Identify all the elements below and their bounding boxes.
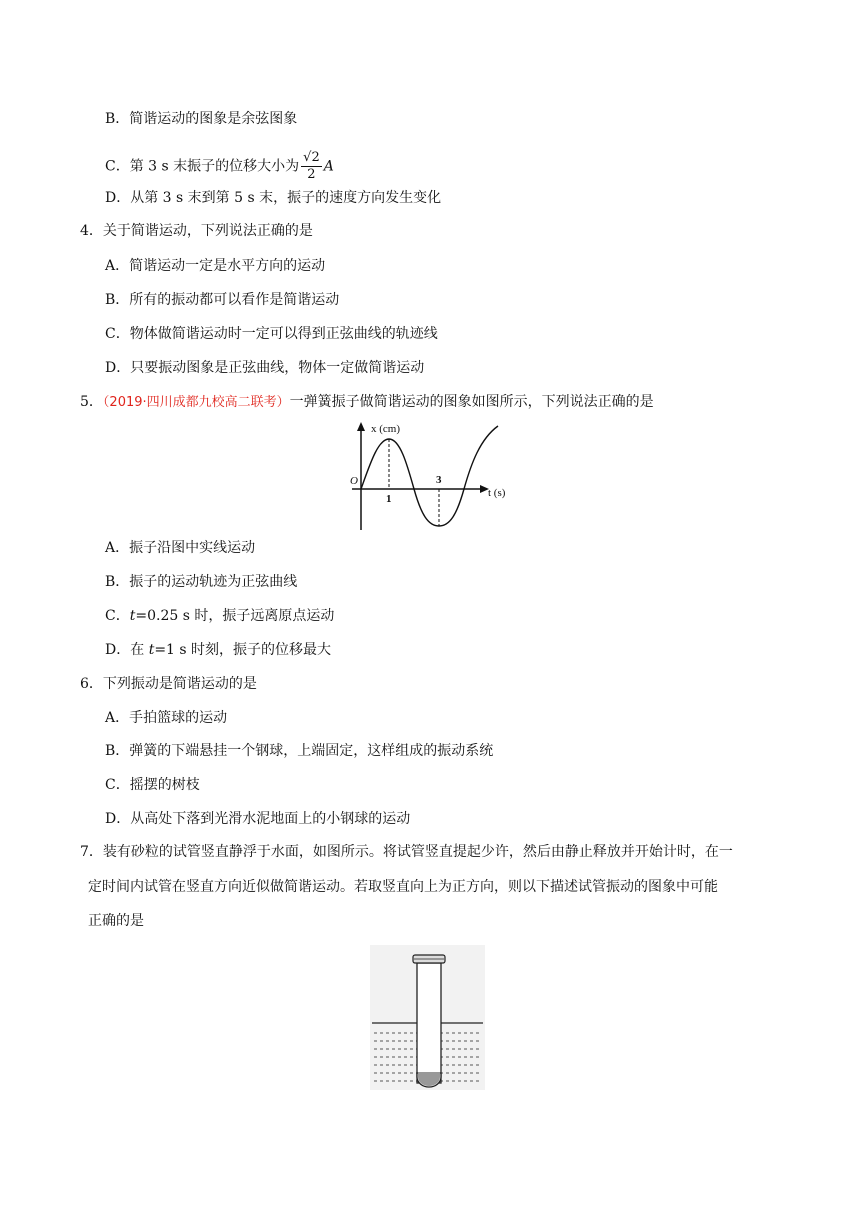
tick-label-3: 3	[436, 474, 442, 486]
q5-stem-text: 一弹簧振子做简谐运动的图象如图所示，下列说法正确的是	[289, 394, 654, 410]
q4-option-b: B．所有的振动都可以看作是简谐运动	[105, 292, 340, 308]
q3-option-c	[105, 150, 334, 183]
q5-option-c	[105, 607, 334, 625]
q5-option-a: A．振子沿图中实线运动	[105, 540, 256, 556]
q4-option-a: A．简谐运动一定是水平方向的运动	[105, 258, 326, 274]
tube-body	[417, 963, 441, 1083]
fraction-denominator: 2	[307, 167, 316, 182]
origin-label: O	[350, 475, 358, 487]
test-tube-figure	[370, 945, 485, 1090]
q5-option-c-letter: C．	[105, 608, 130, 624]
y-axis-arrow	[357, 422, 365, 431]
tick-label-1: 1	[386, 493, 392, 505]
q3-option-c-text: C．第 3 s 末振子的位移大小为	[105, 158, 300, 175]
q4-stem: 4．关于简谐运动，下列说法正确的是	[80, 223, 313, 239]
q5-option-b: B．振子的运动轨迹为正弦曲线	[105, 574, 298, 590]
t-axis-label: t (s)	[488, 487, 506, 499]
q5-option-d-text: =1 s 时刻，振子的位移最大	[154, 642, 332, 658]
y-axis-label: x (cm)	[371, 423, 401, 435]
time-variable: t	[148, 642, 155, 658]
fraction-numerator: √2	[303, 150, 320, 165]
q5-stem	[80, 393, 654, 412]
q5-number: 5．	[80, 394, 103, 410]
q5-option-c-text: =0.25 s 时，振子远离原点运动	[135, 608, 335, 624]
time-variable: t	[129, 608, 136, 624]
q4-option-d: D．只要振动图象是正弦曲线，物体一定做简谐运动	[105, 360, 425, 376]
q5-option-d-letter: D．在	[105, 642, 149, 658]
q6-option-c: C．摇摆的树枝	[105, 777, 200, 793]
q6-option-b: B．弹簧的下端悬挂一个钢球，上端固定，这样组成的振动系统	[105, 743, 494, 759]
q7-stem-line1: 7．装有砂粒的试管竖直静浮于水面，如图所示。将试管竖直提起少许，然后由静止释放并开始计时，在一	[80, 844, 733, 860]
q3-option-d: D．从第 3 s 末到第 5 s 末，振子的速度方向发生变化	[105, 190, 442, 206]
q4-option-c: C．物体做简谐运动时一定可以得到正弦曲线的轨迹线	[105, 326, 438, 342]
amplitude-symbol: A	[323, 158, 334, 175]
q6-option-d: D．从高处下落到光滑水泥地面上的小钢球的运动	[105, 811, 411, 827]
q3-option-b: B．简谐运动的图象是余弦图象	[105, 111, 298, 127]
q7-stem-line3: 正确的是	[88, 913, 144, 929]
q7-stem-line2: 定时间内试管在竖直方向近似做简谐运动。若取竖直向上为正方向，则以下描述试管振动的图象中可能	[88, 879, 718, 895]
oscillation-graph	[340, 418, 520, 533]
q5-option-d	[105, 641, 331, 659]
sqrt2-over-2-fraction	[301, 150, 322, 183]
q6-option-a: A．手拍篮球的运动	[105, 710, 228, 726]
sine-curve	[361, 426, 498, 526]
q5-source: （2019·四川成都九校高二联考）	[102, 395, 290, 410]
q6-stem: 6．下列振动是简谐运动的是	[80, 676, 257, 692]
